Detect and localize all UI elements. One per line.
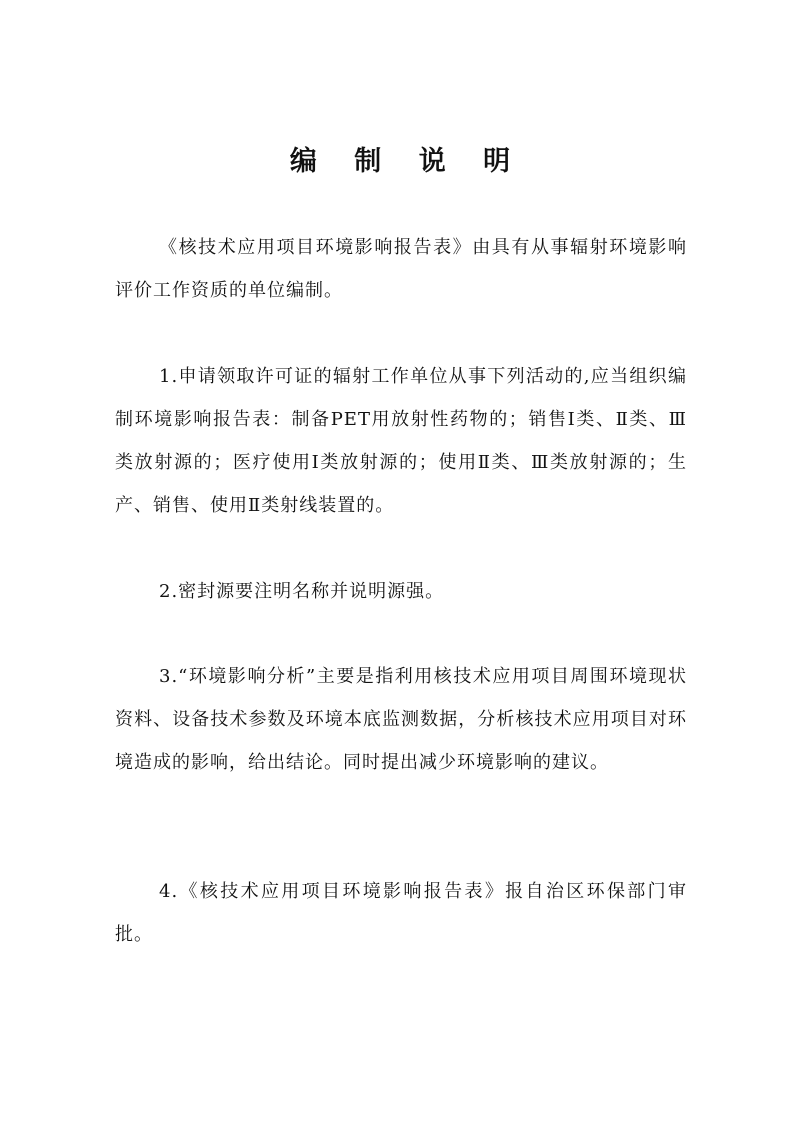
note-item-1: 1.申请领取许可证的辐射工作单位从事下列活动的,应当组织编制环境影响报告表：制备PET用放射性药物的；销售Ⅰ类、Ⅱ类、Ⅲ类放射源的；医疗使用Ⅰ类放射源的；使用Ⅱ类、Ⅲ类放射源的；生产、销售、使用Ⅱ类射线装置的。 (115, 366, 687, 516)
note-item-2: 2.密封源要注明名称并说明源强。 (159, 581, 445, 602)
note-item-4: 4.《核技术应用项目环境影响报告表》报自治区环保部门审批。 (115, 881, 687, 945)
intro-paragraph: 《核技术应用项目环境影响报告表》由具有从事辐射环境影响评价工作资质的单位编制。 (115, 237, 687, 301)
page-title: 编 制 说 明 (289, 146, 525, 177)
note-item-3: 3.“环境影响分析”主要是指利用核技术应用项目周围环境现状资料、设备技术参数及环境本底监测数据，分析核技术应用项目对环境造成的影响，给出结论。同时提出减少环境影响的建议。 (115, 666, 687, 773)
